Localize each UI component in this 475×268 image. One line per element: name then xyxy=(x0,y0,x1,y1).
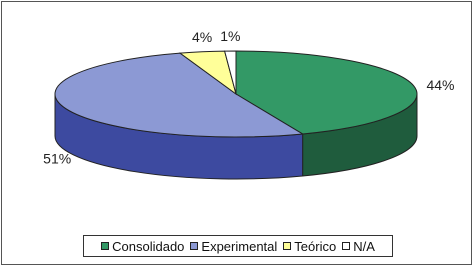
legend-swatch-consolidado xyxy=(101,242,109,250)
legend-item-experimental xyxy=(190,239,277,254)
legend-label-consolidado: Consolidado xyxy=(112,238,185,254)
pie-label-teorico: 4% xyxy=(191,28,213,45)
legend-label-teorico: Teórico xyxy=(294,238,337,254)
legend-swatch-experimental xyxy=(190,242,198,250)
legend-item-na xyxy=(342,239,375,254)
legend xyxy=(83,235,393,257)
legend-item-teorico xyxy=(283,239,336,254)
legend-label-na: N/A xyxy=(353,238,375,254)
legend-label-experimental: Experimental xyxy=(201,238,278,254)
pie-label-na: 1% xyxy=(220,27,241,44)
legend-item-consolidado xyxy=(101,239,184,254)
pie-label-consolidado: 44% xyxy=(426,77,455,94)
legend-swatch-teorico xyxy=(283,242,291,250)
legend-swatch-na xyxy=(342,242,350,250)
pie-label-experimental: 51% xyxy=(43,150,72,167)
